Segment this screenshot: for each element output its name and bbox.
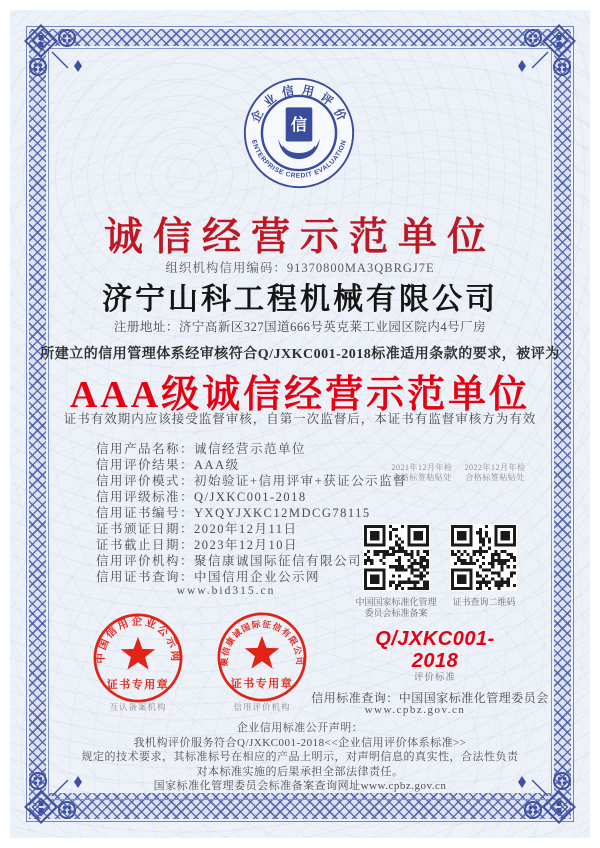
seal1-caption: 互认备案机构 [109, 702, 167, 712]
standards-filing-qr-code [363, 524, 430, 591]
standard-number: Q/JXKC001- 2018 [375, 628, 495, 672]
svg-text:信: 信 [290, 117, 308, 135]
compliance-statement: 所建立的信用管理体系经审核符合Q/JXKC001-2018标准适用条款的要求，被评为 [40, 347, 560, 362]
left-qr-caption: 中国国家标准化管理 委员会标准备案 [355, 597, 437, 618]
detail-row-agency: 信用评价机构：聚信康诚国际征信有限公司 [96, 554, 363, 568]
bid315-url: www.bid315.cn [176, 585, 276, 597]
award-title: AAA级诚信经营示范单位 [69, 374, 531, 416]
org-credit-code: 组织机构信用编码：91370800MA3QBRGJ7E [165, 261, 435, 275]
certificate-lookup-qr-code [450, 524, 517, 591]
mutual-recognition-seal [91, 611, 185, 705]
enterprise-credit-evaluation-badge [242, 76, 356, 190]
seal1-star-icon [121, 637, 155, 670]
detail-row-cert-no: 信用证书编号：YXQYJXKC12MDCG78115 [96, 506, 371, 520]
validity-note: 证书有效期内应该接受监督审核，自第一次监督后，本证书有监督审核方为有效 [63, 412, 537, 426]
badge-top-arc-text: 企 业 信 用 评 价 [248, 82, 350, 125]
right-qr-caption: 证书查询二维码 [452, 597, 516, 607]
detail-row-product: 信用产品名称：诚信经营示范单位 [96, 442, 307, 456]
badge-bottom-arc-text: ENTERPRISE CREDIT EVALUATION [249, 139, 349, 180]
detail-row-query: 信用证书查询：中国信用企业公示网 [96, 570, 321, 584]
certificate-details-list [96, 441, 407, 585]
standard-query-line: 信用标准查询：中国国家标准化管理委员会 [311, 691, 549, 705]
seal1-arc-text: 中国信用企业公示网 [96, 616, 180, 664]
cpbz-url: www.cpbz.gov.cn [364, 704, 466, 716]
seal1-inner-text: 证书专用章 [106, 678, 170, 691]
public-declaration: 企业信用标准公开声明： 我机构评价服务符合Q/JXKC001-2018<<企业信用评价体系标准>> 规定的技术要求，其标准标号在相应的产品上明示，对声明信息的真实性，合法性负责 对本标准实施的后果承担全部法律责任。 国家标准化管理委员会标准备案查询网址www.cpbz.gov.cn [81, 722, 519, 792]
company-name: 济宁山科工程机械有限公司 [102, 283, 498, 316]
seal2-arc-text: 聚信康诚国际征信有限公司 [219, 618, 305, 667]
corner-ornament-top-left [22, 22, 86, 86]
detail-row-result: 信用评价结果：AAA级 [96, 458, 240, 472]
detail-row-issue-date: 证书颁证日期：2020年12月11日 [96, 522, 298, 536]
seal2-caption: 信用评价机构 [233, 702, 291, 712]
certificate-title: 诚信经营示范单位 [103, 216, 496, 259]
annual-check-box-2021: 2021年12月年检 合格标签粘贴处 [391, 463, 453, 482]
standard-number-caption: 评价标准 [413, 673, 456, 683]
frame-band-top [29, 29, 571, 46]
detail-row-expiry-date: 证书截止日期：2023年12月10日 [96, 538, 299, 552]
credit-agency-seal [215, 610, 309, 704]
corner-ornament-top-right [514, 22, 578, 86]
detail-row-standard: 信用评级标准：Q/JXKC001-2018 [96, 490, 307, 504]
seal2-star-icon [245, 636, 279, 669]
seal2-inner-text: 证书专用章 [230, 677, 294, 690]
registered-address: 注册地址：济宁高新区327国道666号英克莱工业园区院内4号厂房 [113, 320, 487, 334]
annual-check-box-2022: 2022年12月年检 合格标签粘贴处 [464, 463, 526, 482]
detail-row-mode: 信用评价模式：初始验证+信用评审+获证公示监督 [96, 474, 408, 488]
